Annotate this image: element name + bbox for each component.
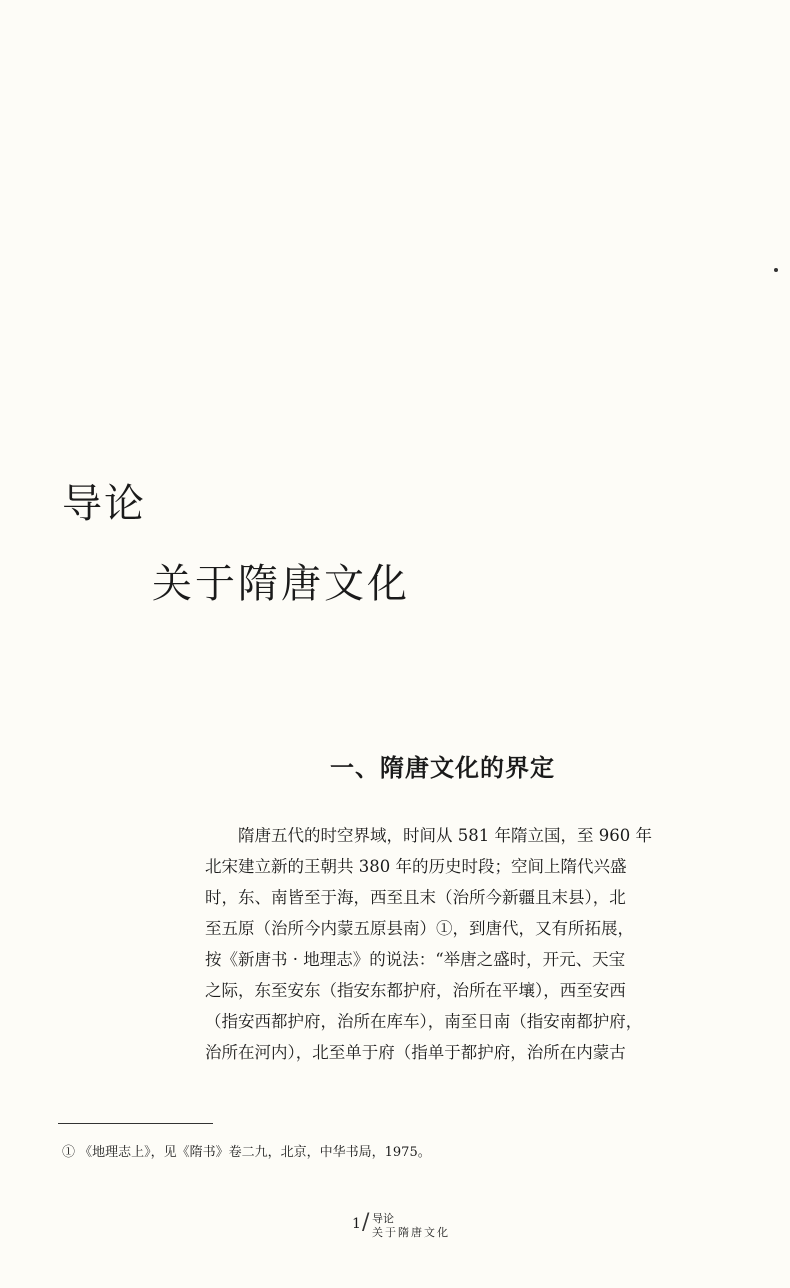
footnote-divider — [58, 1123, 213, 1124]
body-line: 之际，东至安东（指安东都护府，治所在平壤），西至安西 — [205, 981, 626, 1000]
chapter-title: 关于隋唐文化 — [152, 561, 410, 607]
body-line: （指安西都护府，治所在库车），南至日南（指安南都护府， — [205, 1012, 643, 1031]
body-line: 按《新唐书 · 地理志》的说法：“举唐之盛时，开元、天宝 — [205, 950, 626, 969]
footer-slash-divider: / — [362, 1210, 370, 1235]
page-number: 1 — [352, 1216, 361, 1232]
footnote: ① 《地理志上》，见《隋书》卷二九，北京，中华书局，1975。 — [62, 1145, 431, 1160]
section-heading: 一、隋唐文化的界定 — [330, 754, 555, 782]
body-line: 治所在河内），北至单于府（指单于都护府，治所在内蒙古 — [205, 1043, 626, 1062]
footer-chapter-title: 关于隋唐文化 — [372, 1226, 450, 1239]
body-line: 隋唐五代的时空界域，时间从 581 年隋立国，至 960 年 — [238, 826, 652, 845]
body-paragraph — [205, 820, 690, 1068]
body-line: 时，东、南皆至于海，西至且末（治所今新疆且末县），北 — [205, 888, 626, 907]
footer-chapter-label: 导论 — [372, 1212, 394, 1225]
chapter-label: 导论 — [62, 481, 146, 527]
body-line: 至五原（治所今内蒙五原县南）①，到唐代，又有所拓展， — [205, 919, 634, 938]
body-line: 北宋建立新的王朝共 380 年的历史时段；空间上隋代兴盛 — [205, 857, 627, 876]
scan-speck — [774, 268, 778, 272]
